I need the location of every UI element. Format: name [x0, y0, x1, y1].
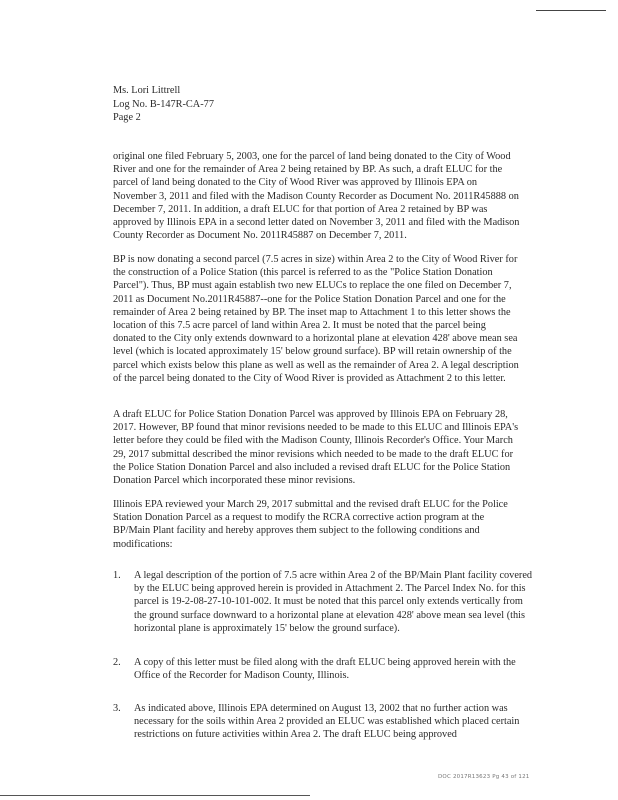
letter-header: [113, 84, 214, 125]
condition-text: As indicated above, Illinois EPA determined on August 13, 2002 that no further action was necessary for the soils within Area 2 provided an ELUC was established which placed certain restrictions on future activities within Area 2. The draft ELUC being approved: [134, 703, 520, 741]
condition-number: 3.: [113, 703, 121, 714]
list-item: [113, 702, 533, 742]
bottom-divider: [0, 795, 310, 796]
document-stamp: DOC 2017R13623 Pg 43 of 121: [438, 774, 530, 780]
condition-number: 1.: [113, 570, 121, 581]
list-item: [113, 656, 533, 682]
condition-list-item-2: [113, 656, 533, 682]
paragraph-4: Illinois EPA reviewed your March 29, 2017 submittal and the revised draft ELUC for the Police Station Donation Parcel as a request to modify the RCRA corrective action program at the BP/Main Plant facility and hereby approves them subject to the following conditions and modifications:: [113, 499, 508, 550]
paragraph-1: original one filed February 5, 2003, one for the parcel of land being donated to the City of Wood River and one for the remainder of Area 2 being retained by BP. As such, a draft ELUC for the parcel of land being donated to the City of Wood River was approved by Illinois EPA on November 3, 2011 and filed with the Madison County Recorder as Document No. 2011R45888 on December 7, 2011. In addition, a draft ELUC for that portion of Area 2 retained by BP was approved by Illinois EPA in a second letter dated on November 3, 2011 and filed with the Madison County Recorder as Document No. 2011R45887 on December 7, 2011.: [113, 151, 520, 242]
paragraph-3: A draft ELUC for Police Station Donation Parcel was approved by Illinois EPA on February 28, 2017. However, BP found that minor revisions needed to be made to this ELUC and Illinois EPA's letter before they could be filed with the Madison County, Illinois Recorder's Office. Your March 29, 2017 submittal described the minor revisions which needed to be made to the draft ELUC for the Police Station Donation Parcel and also included a revised draft ELUC for the Police Station Donation Parcel which incorporated these minor revisions.: [113, 409, 519, 487]
condition-text: A legal description of the portion of 7.5 acre within Area 2 of the BP/Main Plant facility covered by the ELUC being approved herein is provided in Attachment 2. The Parcel Index No. for this parcel is 19-2-08-27-10-101-002. It must be noted that this parcel only extends vertically from the ground surface downward to a horizontal plane at elevation 428' above mean sea level (this horizontal plane is approximately 15' below the ground surface).: [134, 570, 533, 634]
condition-list-item-1: [113, 569, 533, 635]
log-number: Log No. B-147R-CA-77: [113, 98, 214, 110]
condition-number: 2.: [113, 657, 121, 668]
paragraph-2: BP is now donating a second parcel (7.5 acres in size) within Area 2 to the City of Wood River for the construction of a Police Station (this parcel is referred to as the "Police Station Donation Parcel"). Thus, BP must again establish two new ELUCs to replace the one filed on December 7, 2011 as Document No.2011R45887--one for the Police Station Donation Parcel and one for the remainder of Area 2 being retained by BP. The inset map to Attachment 1 to this letter shows the location of this 7.5 acre parcel of land within Area 2. It must be noted that the parcel being donated to the City only extends downward to a horizontal plane at elevation 428' above mean sea level (which is located approximately 15' below ground surface). BP will retain ownership of the parcel which exists below this plane as well as well as the remainder of Area 2. A legal description of the parcel being donated to the City of Wood River is provided as Attachment 2 to this letter.: [113, 254, 519, 384]
top-divider: [536, 10, 606, 11]
page-number: Page 2: [113, 112, 141, 123]
condition-list-item-3: [113, 702, 533, 742]
condition-text: A copy of this letter must be filed along with the draft ELUC being approved herein with the Office of the Recorder for Madison County, Illinois.: [134, 657, 516, 682]
list-item: [113, 569, 533, 635]
addressee: Ms. Lori Littrell: [113, 85, 181, 96]
